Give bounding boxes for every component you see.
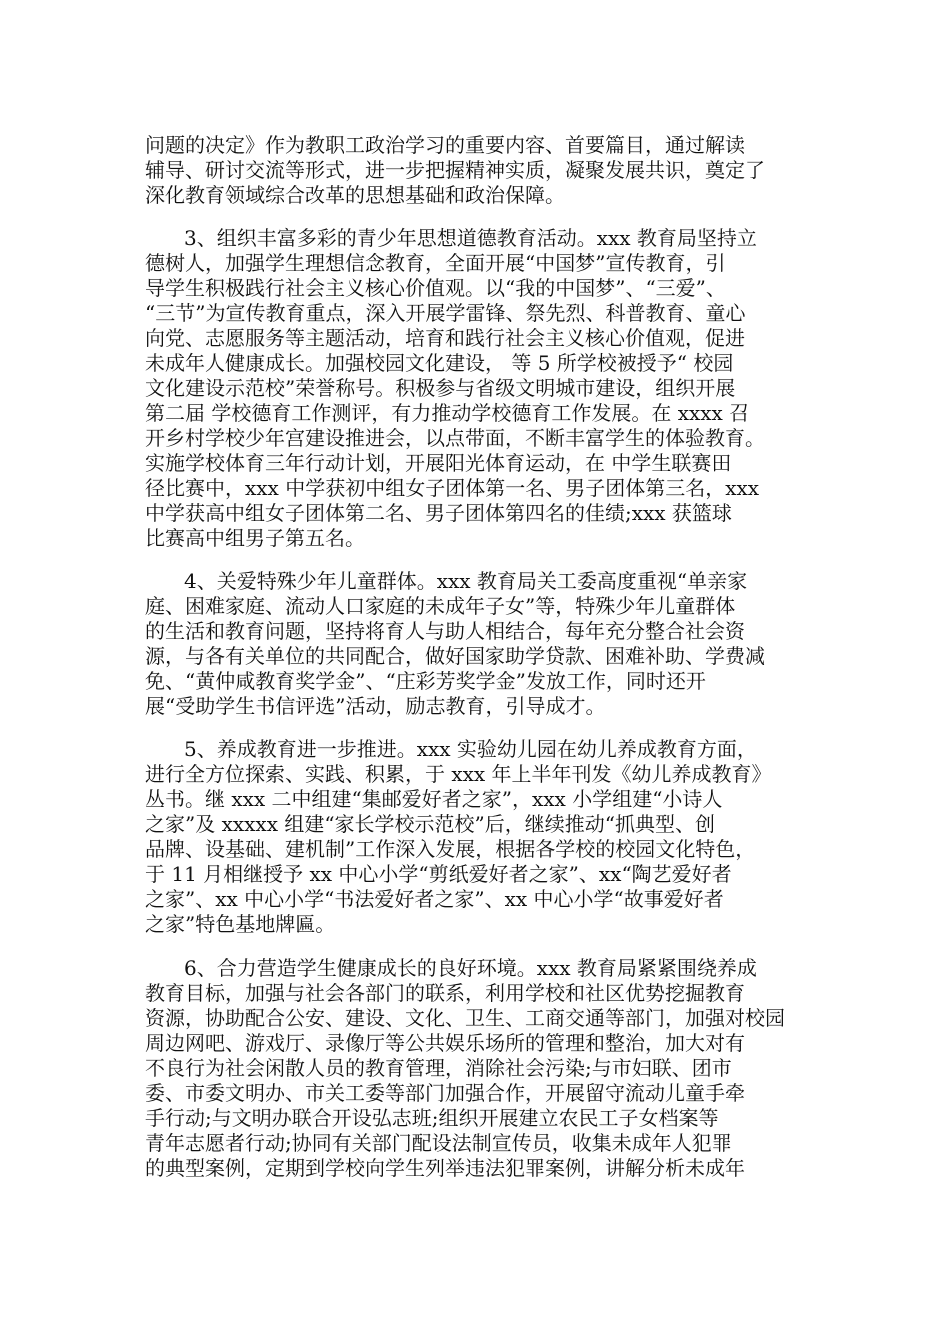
text-line: 德树人，加强学生理想信念教育，全面开展“中国梦”宣传教育，引 bbox=[145, 251, 726, 275]
text-line: 资源，协助配合公安、建设、文化、卫生、工商交通等部门，加强对校园 bbox=[145, 1006, 785, 1030]
text-line: 手行动;与文明办联合开设弘志班;组织开展建立农民工子女档案等 bbox=[145, 1106, 719, 1130]
paragraph-3-first-line: 3、组织丰富多彩的青少年思想道德教育活动。xxx 教育局坚持立 bbox=[184, 226, 757, 250]
text-line: 未成年人健康成长。加强校园文化建设， 等 5 所学校被授予“ 校园 bbox=[145, 351, 734, 375]
paragraph-4-first-line: 4、关爱特殊少年儿童群体。xxx 教育局关工委高度重视“单亲家 bbox=[184, 569, 748, 593]
text-line: 周边网吧、游戏厅、录像厅等公共娱乐场所的管理和整治，加大对有 bbox=[145, 1031, 745, 1055]
paragraph-5-first-line: 5、养成教育进一步推进。xxx 实验幼儿园在幼儿养成教育方面， bbox=[184, 737, 757, 761]
text-line: 深化教育领域综合改革的思想基础和政治保障。 bbox=[145, 183, 565, 207]
text-line: 向党、志愿服务等主题活动，培育和践行社会主义核心价值观，促进 bbox=[145, 326, 745, 350]
text-line: “三节”为宣传教育重点，深入开展学雷锋、祭先烈、科普教育、童心 bbox=[145, 301, 746, 325]
text-line: 委、市委文明办、市关工委等部门加强合作，开展留守流动儿童手牵 bbox=[145, 1081, 745, 1105]
text-line: 中学获高中组女子团体第二名、男子团体第四名的佳绩;xxx 获篮球 bbox=[145, 501, 732, 525]
text-line: 源，与各有关单位的共同配合，做好国家助学贷款、困难补助、学费减 bbox=[145, 644, 765, 668]
text-line: 的生活和教育问题，坚持将育人与助人相结合，每年充分整合社会资 bbox=[145, 619, 745, 643]
text-line: 第二届 学校德育工作测评，有力推动学校德育工作发展。在 xxxx 召 bbox=[145, 401, 750, 425]
paragraph-6-first-line: 6、合力营造学生健康成长的良好环境。xxx 教育局紧紧围绕养成 bbox=[184, 956, 757, 980]
text-line: 的典型案例，定期到学校向学生列举违法犯罪案例，讲解分析未成年 bbox=[145, 1156, 745, 1180]
text-line: 之家”及 xxxxx 组建“家长学校示范校”后，继续推动“抓典型、创 bbox=[145, 812, 716, 836]
text-line: 径比赛中，xxx 中学获初中组女子团体第一名、男子团体第三名，xxx bbox=[145, 476, 760, 500]
text-line: 进行全方位探索、实践、积累，于 xxx 年上半年刊发《幼儿养成教育》 bbox=[145, 762, 772, 786]
text-line: 丛书。继 xxx 二中组建“集邮爱好者之家”，xxx 小学组建“小诗人 bbox=[145, 787, 723, 811]
text-line: 于 11 月相继授予 xx 中心小学“剪纸爱好者之家”、xx“陶艺爱好者 bbox=[145, 862, 732, 886]
text-line: 品牌、设基础、建机制”工作深入发展，根据各学校的校园文化特色， bbox=[145, 837, 756, 861]
text-line: 教育目标，加强与社会各部门的联系，利用学校和社区优势挖掘教育 bbox=[145, 981, 745, 1005]
text-line: 青年志愿者行动;协同有关部门配设法制宣传员，收集未成年人犯罪 bbox=[145, 1131, 732, 1155]
text-line: 导学生积极践行社会主义核心价值观。以“我的中国梦”、“三爱”、 bbox=[145, 276, 726, 300]
text-line: 免、“黄仲咸教育奖学金”、“庄彩芳奖学金”发放工作，同时还开 bbox=[145, 669, 706, 693]
text-line: 展“受助学生书信评选”活动，励志教育，引导成才。 bbox=[145, 694, 606, 718]
text-line: 比赛高中组男子第五名。 bbox=[145, 526, 365, 550]
text-line: 庭、困难家庭、流动人口家庭的未成年子女”等，特殊少年儿童群体 bbox=[145, 594, 736, 618]
text-line: 问题的决定》作为教职工政治学习的重要内容、首要篇目，通过解读 bbox=[145, 133, 745, 157]
text-line: 辅导、研讨交流等形式，进一步把握精神实质，凝聚发展共识，奠定了 bbox=[145, 158, 765, 182]
text-line: 文化建设示范校”荣誉称号。积极参与省级文明城市建设，组织开展 bbox=[145, 376, 736, 400]
text-line: 之家”、xx 中心小学“书法爱好者之家”、xx 中心小学“故事爱好者 bbox=[145, 887, 724, 911]
text-line: 实施学校体育三年行动计划，开展阳光体育运动，在 中学生联赛田 bbox=[145, 451, 732, 475]
text-line: 之家”特色基地牌匾。 bbox=[145, 912, 336, 936]
text-line: 开乡村学校少年宫建设推进会，以点带面，不断丰富学生的体验教育。 bbox=[145, 426, 765, 450]
text-line: 不良行为社会闲散人员的教育管理，消除社会污染;与市妇联、团市 bbox=[145, 1056, 732, 1080]
